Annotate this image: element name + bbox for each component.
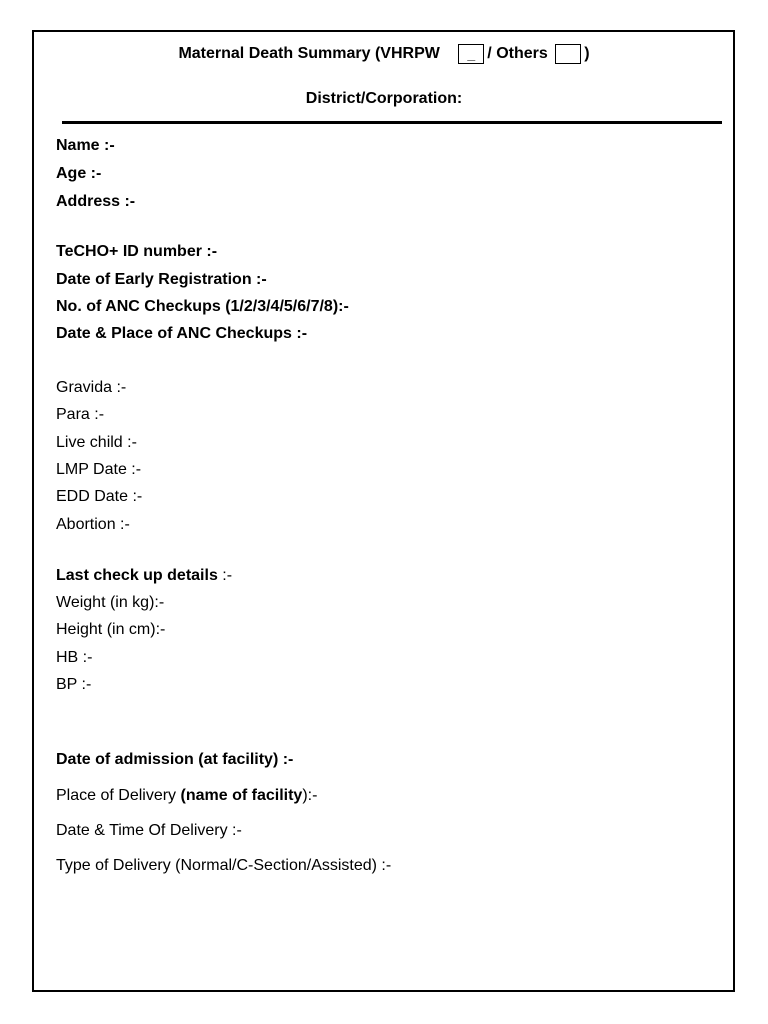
delivery-type-field: Type of Delivery (Normal/C-Section/Assisted) :- — [56, 857, 392, 874]
early-registration-field: Date of Early Registration :- — [56, 271, 267, 288]
title-middle: / Others — [487, 45, 548, 63]
para-field: Para :- — [56, 406, 105, 423]
abortion-field: Abortion :- — [56, 516, 130, 533]
form-border — [32, 30, 735, 992]
weight-field: Weight (in kg):- — [56, 594, 165, 611]
header-divider — [62, 121, 722, 124]
form-title — [0, 44, 768, 64]
vhrpw-checkbox[interactable]: _ — [458, 44, 484, 64]
age-field: Age :- — [56, 165, 102, 182]
techo-id-field: TeCHO+ ID number :- — [56, 243, 218, 260]
address-field: Address :- — [56, 193, 136, 210]
delivery-datetime-field: Date & Time Of Delivery :- — [56, 822, 242, 839]
edd-date-field: EDD Date :- — [56, 488, 143, 505]
district-corporation-label: District/Corporation: — [305, 90, 463, 107]
title-suffix: ) — [584, 45, 590, 63]
others-checkbox[interactable] — [555, 44, 581, 64]
last-checkup-heading — [56, 567, 232, 585]
place-suffix: ):- — [302, 787, 318, 804]
height-field: Height (in cm):- — [56, 621, 166, 638]
place-prefix: Place of Delivery — [56, 787, 181, 804]
live-child-field: Live child :- — [56, 434, 137, 451]
gravida-field: Gravida :- — [56, 379, 127, 396]
lmp-date-field: LMP Date :- — [56, 461, 142, 478]
place-bold: (name of facility — [180, 787, 303, 804]
last-checkup-heading-bold: Last check up details — [56, 567, 218, 584]
anc-date-place-field: Date & Place of ANC Checkups :- — [56, 325, 308, 342]
hb-field: HB :- — [56, 649, 93, 666]
title-prefix: Maternal Death Summary (VHRPW — [178, 45, 440, 63]
bp-field: BP :- — [56, 676, 92, 693]
name-field: Name :- — [56, 137, 115, 154]
last-checkup-heading-suffix: :- — [217, 567, 233, 584]
place-of-delivery-field — [56, 787, 317, 805]
admission-date-field: Date of admission (at facility) :- — [56, 751, 294, 768]
anc-count-field: No. of ANC Checkups (1/2/3/4/5/6/7/8):- — [56, 298, 349, 315]
